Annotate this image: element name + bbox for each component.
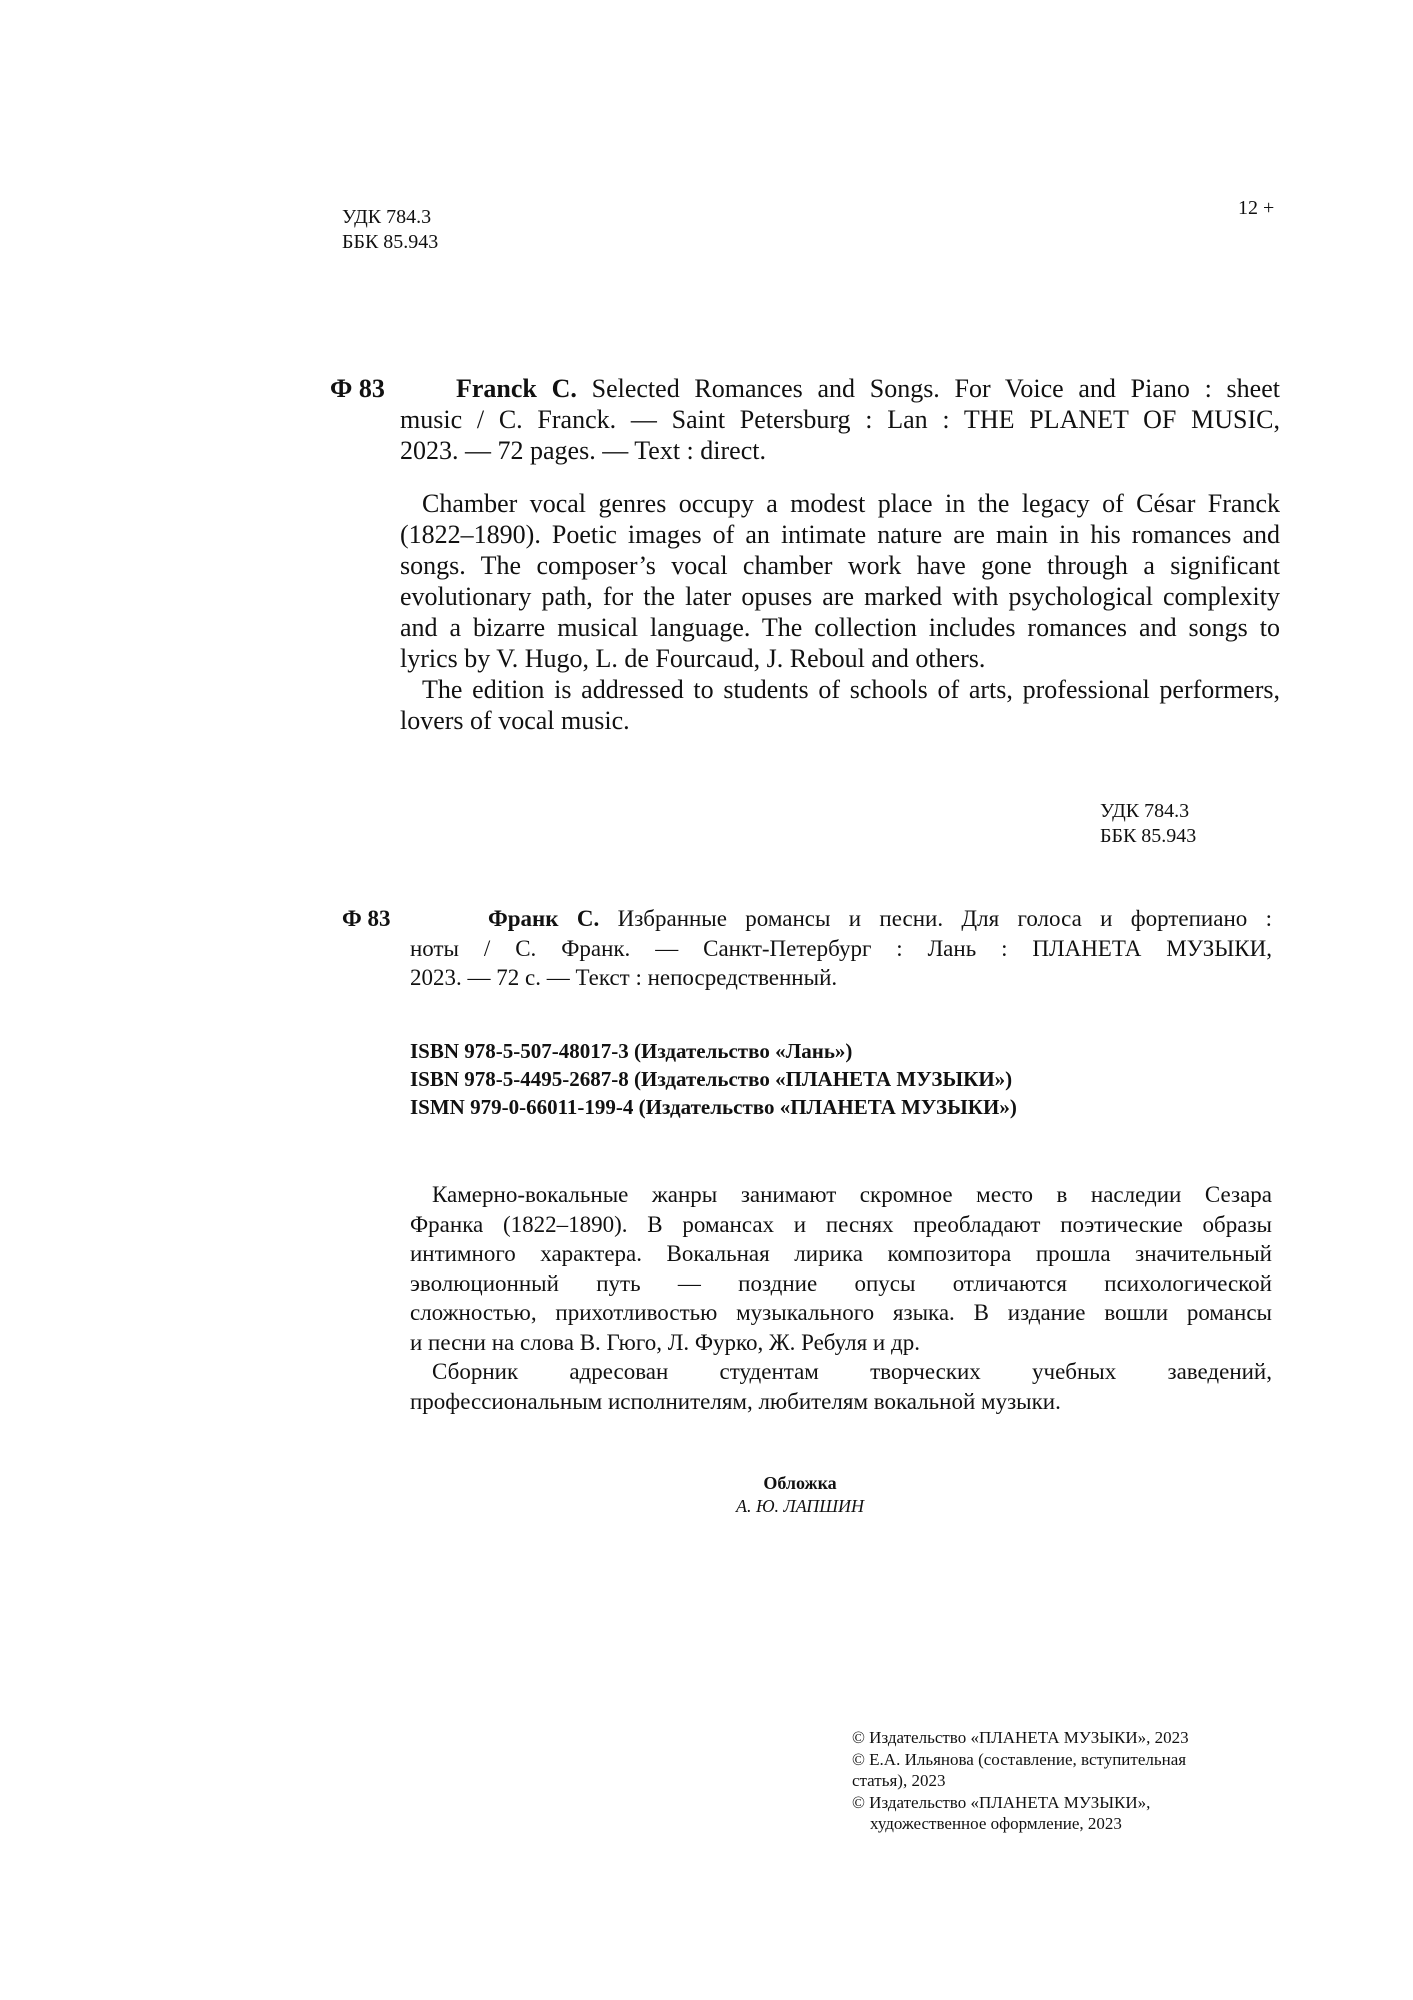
cover-label: Обложка [763,1473,837,1493]
ru-abstract-line: эволюционный путь — поздние опусы отличаются психологической [410,1270,1272,1296]
copyright-line: статья), 2023 [852,1771,946,1790]
ru-abstract-line: и песни на слова В. Гюго, Л. Фурко, Ж. Ребуля и др. [410,1329,920,1355]
copyright-line: © Издательство «ПЛАНЕТА МУЗЫКИ», 2023 [852,1728,1189,1747]
ru-entry-line1: Франк С. Избранные романсы и песни. Для голоса и фортепиано : [488,906,1272,931]
en-abstract-line: lovers of vocal music. [400,706,630,735]
en-entry-line3: 2023. — 72 pages. — Text : direct. [400,436,766,465]
ru-abstract-line: интимного характера. Вокальная лирика композитора прошла значительный [410,1241,1272,1266]
ru-abstract-line: Камерно-вокальные жанры занимают скромное место в наследии Сезара [432,1182,1272,1207]
classification-top [342,205,438,255]
ru-abstract-line: Франка (1822–1890). В романсах и песнях преобладают поэтические образы [410,1211,1272,1237]
cover-credit [690,1472,910,1518]
ru-abstract-line: Сборник адресован студентам творческих учебных заведений, [432,1359,1272,1384]
en-abstract-line: evolutionary path, for the later opuses are marked with psychological complexity [400,582,1280,611]
ru-abstract-line: профессиональным исполнителям, любителям вокальной музыки. [410,1388,1061,1414]
ru-abstract [410,1180,1272,1416]
en-abstract-line: The edition is addressed to students of schools of arts, professional performers, [422,675,1280,704]
isbn-line: ISBN 978-5-507-48017-3 (Издательство «Лань») [410,1039,853,1063]
en-abstract-line: songs. The composer’s vocal chamber work have gone through a significant [400,551,1280,580]
copyright-line: © Издательство «ПЛАНЕТА МУЗЫКИ», [852,1792,1151,1812]
age-rating: 12 + [1238,197,1275,219]
copyright-line: © Е.А. Ильянова (составление, вступительная [852,1749,1187,1769]
bbk-code: ББК 85.943 [1100,825,1197,847]
en-abstract-line: (1822–1890). Poetic images of an intimate nature are main in his romances and [400,520,1280,549]
en-abstract-line: Chamber vocal genres occupy a modest place in the legacy of César Franck [422,489,1280,518]
en-entry-author: Franck C. [456,374,577,403]
cover-artist: А. Ю. ЛАПШИН [735,1496,865,1516]
ru-entry-author: Франк С. [488,906,600,931]
isbn-line: ISBN 978-5-4495-2687-8 (Издательство «ПЛАНЕТА МУЗЫКИ») [410,1067,1013,1091]
udk-code: УДК 784.3 [1100,800,1190,822]
copyright-block [852,1727,1189,1835]
en-entry-code: Ф 83 [330,374,385,403]
udk-code: УДК 784.3 [342,206,432,228]
ru-bibliographic-entry [410,904,1272,993]
ru-entry-line3: 2023. — 72 с. — Текст : непосредственный. [410,965,838,990]
bbk-code: ББК 85.943 [342,231,439,253]
ru-abstract-line: сложностью, прихотливостью музыкального языка. В издание вошли романсы [410,1300,1272,1325]
ru-entry-code: Ф 83 [342,906,391,931]
isbn-block [410,1037,1017,1121]
copyright-line: художественное оформление, 2023 [870,1814,1122,1833]
en-entry-line2: music / C. Franck. — Saint Petersburg : Lan : THE PLANET OF MUSIC, [400,405,1280,434]
en-abstract-line: and a bizarre musical language. The collection includes romances and songs to [400,613,1280,642]
classification-mid [1100,799,1196,849]
ru-entry-line2: ноты / С. Франк. — Санкт-Петербург : Лань : ПЛАНЕТА МУЗЫКИ, [410,935,1272,961]
en-abstract-line: lyrics by V. Hugo, L. de Fourcaud, J. Reboul and others. [400,644,986,673]
ismn-line: ISMN 979-0-66011-199-4 (Издательство «ПЛАНЕТА МУЗЫКИ») [410,1095,1017,1119]
en-bibliographic-entry [400,373,1280,466]
en-entry-line1: Franck C. Selected Romances and Songs. For Voice and Piano : sheet [456,374,1280,403]
en-abstract [400,488,1280,736]
